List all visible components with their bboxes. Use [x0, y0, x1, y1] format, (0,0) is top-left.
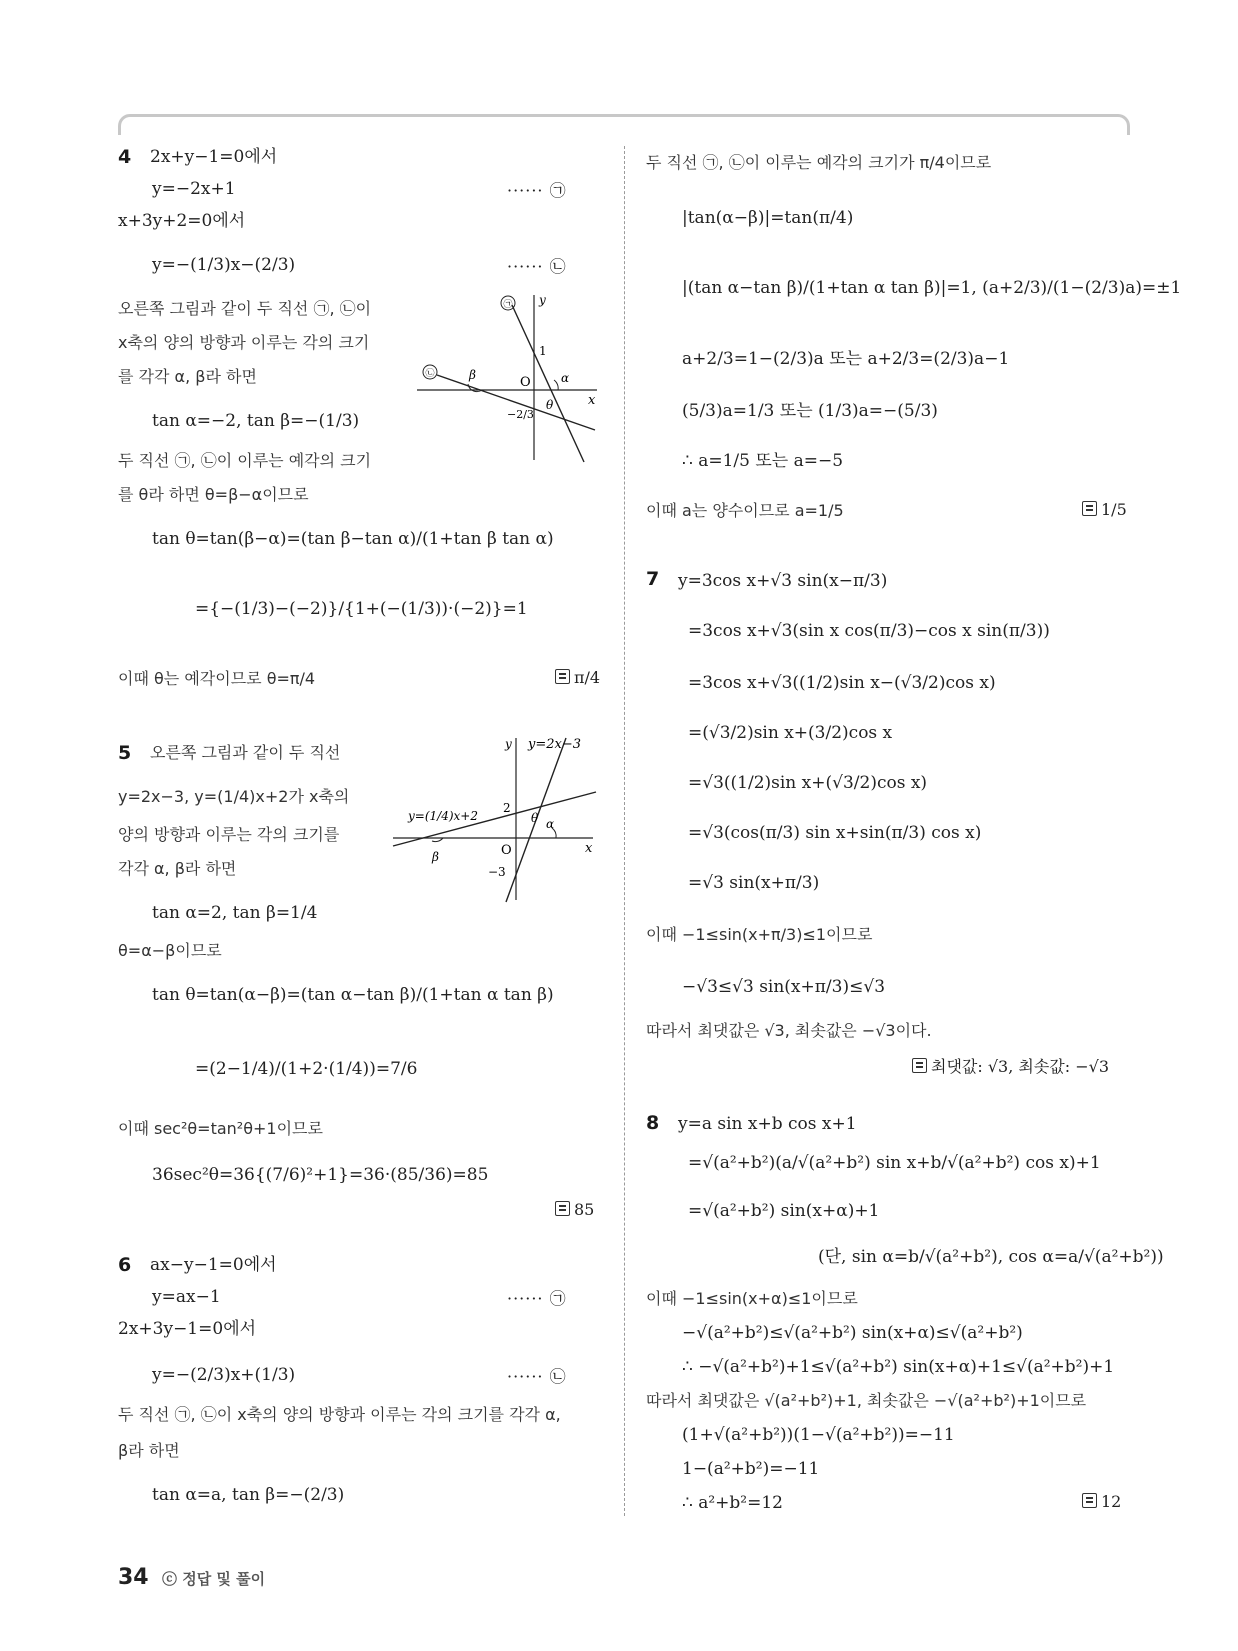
problem-text: β라 하면: [118, 1441, 180, 1460]
origin-label: O: [520, 375, 531, 390]
problem-line: a+2/3=1−(2/3)a 또는 a+2/3=(2/3)a−1: [682, 349, 1010, 369]
problem-line: =3cos x+√3(sin x cos(π/3)−cos x sin(π/3)): [688, 621, 1050, 641]
problem-line: |(tan α−tan β)/(1+tan α tan β)|=1, (a+2/3)/(1−(2/3)a)=±1: [682, 278, 1182, 298]
y-intercept-label: 1: [539, 344, 547, 358]
problem-text: 각각 α, β라 하면: [118, 859, 237, 878]
problem-text: 이때 θ는 예각이므로 θ=π/4: [118, 669, 316, 688]
problem-text: 두 직선 ㉠, ㉡이 이루는 예각의 크기: [118, 451, 372, 470]
line-2-label: y=(1/4)x+2: [408, 809, 478, 823]
problem-text: 두 직선 ㉠, ㉡이 x축의 양의 방향과 이루는 각의 크기를 각각 α,: [118, 1405, 561, 1424]
alpha-label: α: [546, 817, 555, 831]
problem-line: =(√3/2)sin x+(3/2)cos x: [688, 723, 893, 743]
footer-label: ⓒ 정답 및 풀이: [162, 1570, 266, 1588]
line-1-label: ㉠: [503, 300, 513, 310]
problem-line: tan α=2, tan β=1/4: [152, 903, 318, 923]
answer-value: 최댓값: √3, 최솟값: −√3: [931, 1057, 1110, 1076]
problem-line: =√3 sin(x+π/3): [688, 873, 820, 893]
problem-text: 두 직선 ㉠, ㉡이 이루는 예각의 크기가 π/4이므로: [646, 153, 992, 172]
problem-text: 따라서 최댓값은 √3, 최솟값은 −√3이다.: [646, 1021, 932, 1040]
problem-text: y=2x−3, y=(1/4)x+2가 x축의: [118, 787, 350, 806]
problem-line: =(2−1/4)/(1+2·(1/4))=7/6: [195, 1059, 418, 1079]
answer-value: 85: [574, 1200, 595, 1219]
alpha-label: α: [561, 371, 570, 385]
problem-text: 이때 a는 양수이므로 a=1/5: [646, 501, 844, 520]
problem-line: y=a sin x+b cos x+1: [678, 1114, 857, 1134]
theta-label: θ: [531, 811, 539, 825]
line-1-label: y=2x−3: [528, 737, 582, 752]
problem-line: 1−(a²+b²)=−11: [682, 1459, 820, 1479]
problem-line: −√3≤√3 sin(x+π/3)≤√3: [682, 977, 886, 997]
problem-line: y=ax−1: [152, 1287, 221, 1307]
problem-line: −√(a²+b²)≤√(a²+b²) sin(x+α)≤√(a²+b²): [682, 1323, 1023, 1343]
answer-badge: [1082, 500, 1127, 519]
problem-line: y=3cos x+√3 sin(x−π/3): [678, 571, 888, 591]
answer-badge: [1082, 1492, 1121, 1511]
column-divider: [624, 146, 625, 1516]
problem-line: ∴ −√(a²+b²)+1≤√(a²+b²) sin(x+α)+1≤√(a²+b²)+1: [682, 1357, 1115, 1377]
answer-icon: [912, 1058, 927, 1073]
problem-5-figure: [388, 730, 600, 905]
equation-marker: ······ ㉡: [507, 257, 567, 276]
problem-text: θ=α−β이므로: [118, 941, 222, 960]
y-intercept-label: −3: [488, 865, 506, 879]
answer-value: π/4: [574, 668, 601, 687]
problem-line: =3cos x+√3((1/2)sin x−(√3/2)cos x): [688, 673, 996, 693]
problem-line: =√3((1/2)sin x+(√3/2)cos x): [688, 773, 928, 793]
answer-badge: [555, 668, 600, 687]
problem-line: ax−y−1=0에서: [150, 1255, 277, 1275]
answer-icon: [1082, 1493, 1097, 1508]
problem-number: 7: [646, 568, 660, 590]
problem-text: 이때 sec²θ=tan²θ+1이므로: [118, 1119, 323, 1138]
y-intercept-label: −2/3: [507, 408, 534, 421]
problem-line: tan α=a, tan β=−(2/3): [152, 1485, 345, 1505]
problem-text: 이때 −1≤sin(x+α)≤1이므로: [646, 1289, 858, 1308]
problem-line: 2x+3y−1=0에서: [118, 1319, 257, 1339]
beta-label: β: [469, 368, 476, 382]
problem-line: =√(a²+b²) sin(x+α)+1: [688, 1201, 880, 1221]
origin-label: O: [501, 843, 512, 858]
problem-line: (단, sin α=b/√(a²+b²), cos α=a/√(a²+b²)): [818, 1247, 1164, 1267]
problem-line: ∴ a²+b²=12: [682, 1493, 783, 1513]
problem-line: |tan(α−β)|=tan(π/4): [682, 208, 854, 228]
y-intercept-label: 2: [503, 801, 511, 815]
problem-line: tan θ=tan(β−α)=(tan β−tan α)/(1+tan β tan α): [152, 529, 554, 549]
problem-number: 8: [646, 1112, 660, 1134]
problem-line: y=−2x+1: [152, 179, 236, 199]
problem-text: 양의 방향과 이루는 각의 크기를: [118, 825, 340, 844]
problem-line: =√(a²+b²)(a/√(a²+b²) sin x+b/√(a²+b²) cos x)+1: [688, 1153, 1101, 1173]
y-axis-label: y: [505, 737, 512, 751]
problem-number: 4: [118, 146, 132, 168]
problem-text: x축의 양의 방향과 이루는 각의 크기: [118, 333, 370, 352]
problem-text: 를 각각 α, β라 하면: [118, 367, 257, 386]
line-2: [437, 375, 595, 430]
line-2-label: ㉡: [425, 369, 435, 379]
top-border: [118, 114, 1130, 135]
answer-value: 1/5: [1101, 500, 1127, 519]
x-axis-label: x: [588, 393, 596, 408]
problem-line: =√3(cos(π/3) sin x+sin(π/3) cos x): [688, 823, 982, 843]
answer-icon: [555, 1201, 570, 1216]
answer-badge: [912, 1054, 1109, 1077]
problem-line: tan α=−2, tan β=−(1/3): [152, 411, 360, 431]
answer-badge: [555, 1200, 594, 1219]
problem-line: (5/3)a=1/3 또는 (1/3)a=−(5/3): [682, 401, 938, 421]
problem-text: 오른쪽 그림과 같이 두 직선 ㉠, ㉡이: [118, 299, 372, 318]
y-axis-label: y: [539, 293, 546, 307]
equation-marker: ······ ㉠: [507, 1289, 567, 1308]
problem-line: ={−(1/3)−(−2)}/{1+(−(1/3))·(−2)}=1: [195, 599, 528, 619]
problem-text: 따라서 최댓값은 √(a²+b²)+1, 최솟값은 −√(a²+b²)+1이므로: [646, 1391, 1087, 1410]
alpha-arc: [554, 380, 558, 390]
x-axis-label: x: [585, 841, 593, 856]
problem-number: 6: [118, 1254, 132, 1276]
problem-line: (1+√(a²+b²))(1−√(a²+b²))=−11: [682, 1425, 955, 1445]
problem-line: 36sec²θ=36{(7/6)²+1}=36·(85/36)=85: [152, 1165, 489, 1185]
problem-text: 오른쪽 그림과 같이 두 직선: [150, 743, 341, 762]
beta-label: β: [432, 850, 439, 864]
problem-number: 5: [118, 742, 132, 764]
problem-4-figure: [412, 290, 600, 465]
problem-line: tan θ=tan(α−β)=(tan α−tan β)/(1+tan α tan β): [152, 985, 554, 1005]
answer-value: 12: [1101, 1492, 1122, 1511]
problem-line: 2x+y−1=0에서: [150, 147, 278, 167]
problem-text: 이때 −1≤sin(x+π/3)≤1이므로: [646, 925, 873, 944]
problem-text: 를 θ라 하면 θ=β−α이므로: [118, 485, 309, 504]
answer-icon: [1082, 501, 1097, 516]
problem-line: x+3y+2=0에서: [118, 211, 246, 231]
theta-label: θ: [546, 398, 554, 412]
problem-line: y=−(2/3)x+(1/3): [152, 1365, 296, 1385]
equation-marker: ······ ㉡: [507, 1367, 567, 1386]
answer-icon: [555, 669, 570, 684]
equation-marker: ······ ㉠: [507, 181, 567, 200]
problem-line: y=−(1/3)x−(2/3): [152, 255, 296, 275]
page-number: 34: [118, 1565, 149, 1590]
problem-line: ∴ a=1/5 또는 a=−5: [682, 451, 844, 471]
